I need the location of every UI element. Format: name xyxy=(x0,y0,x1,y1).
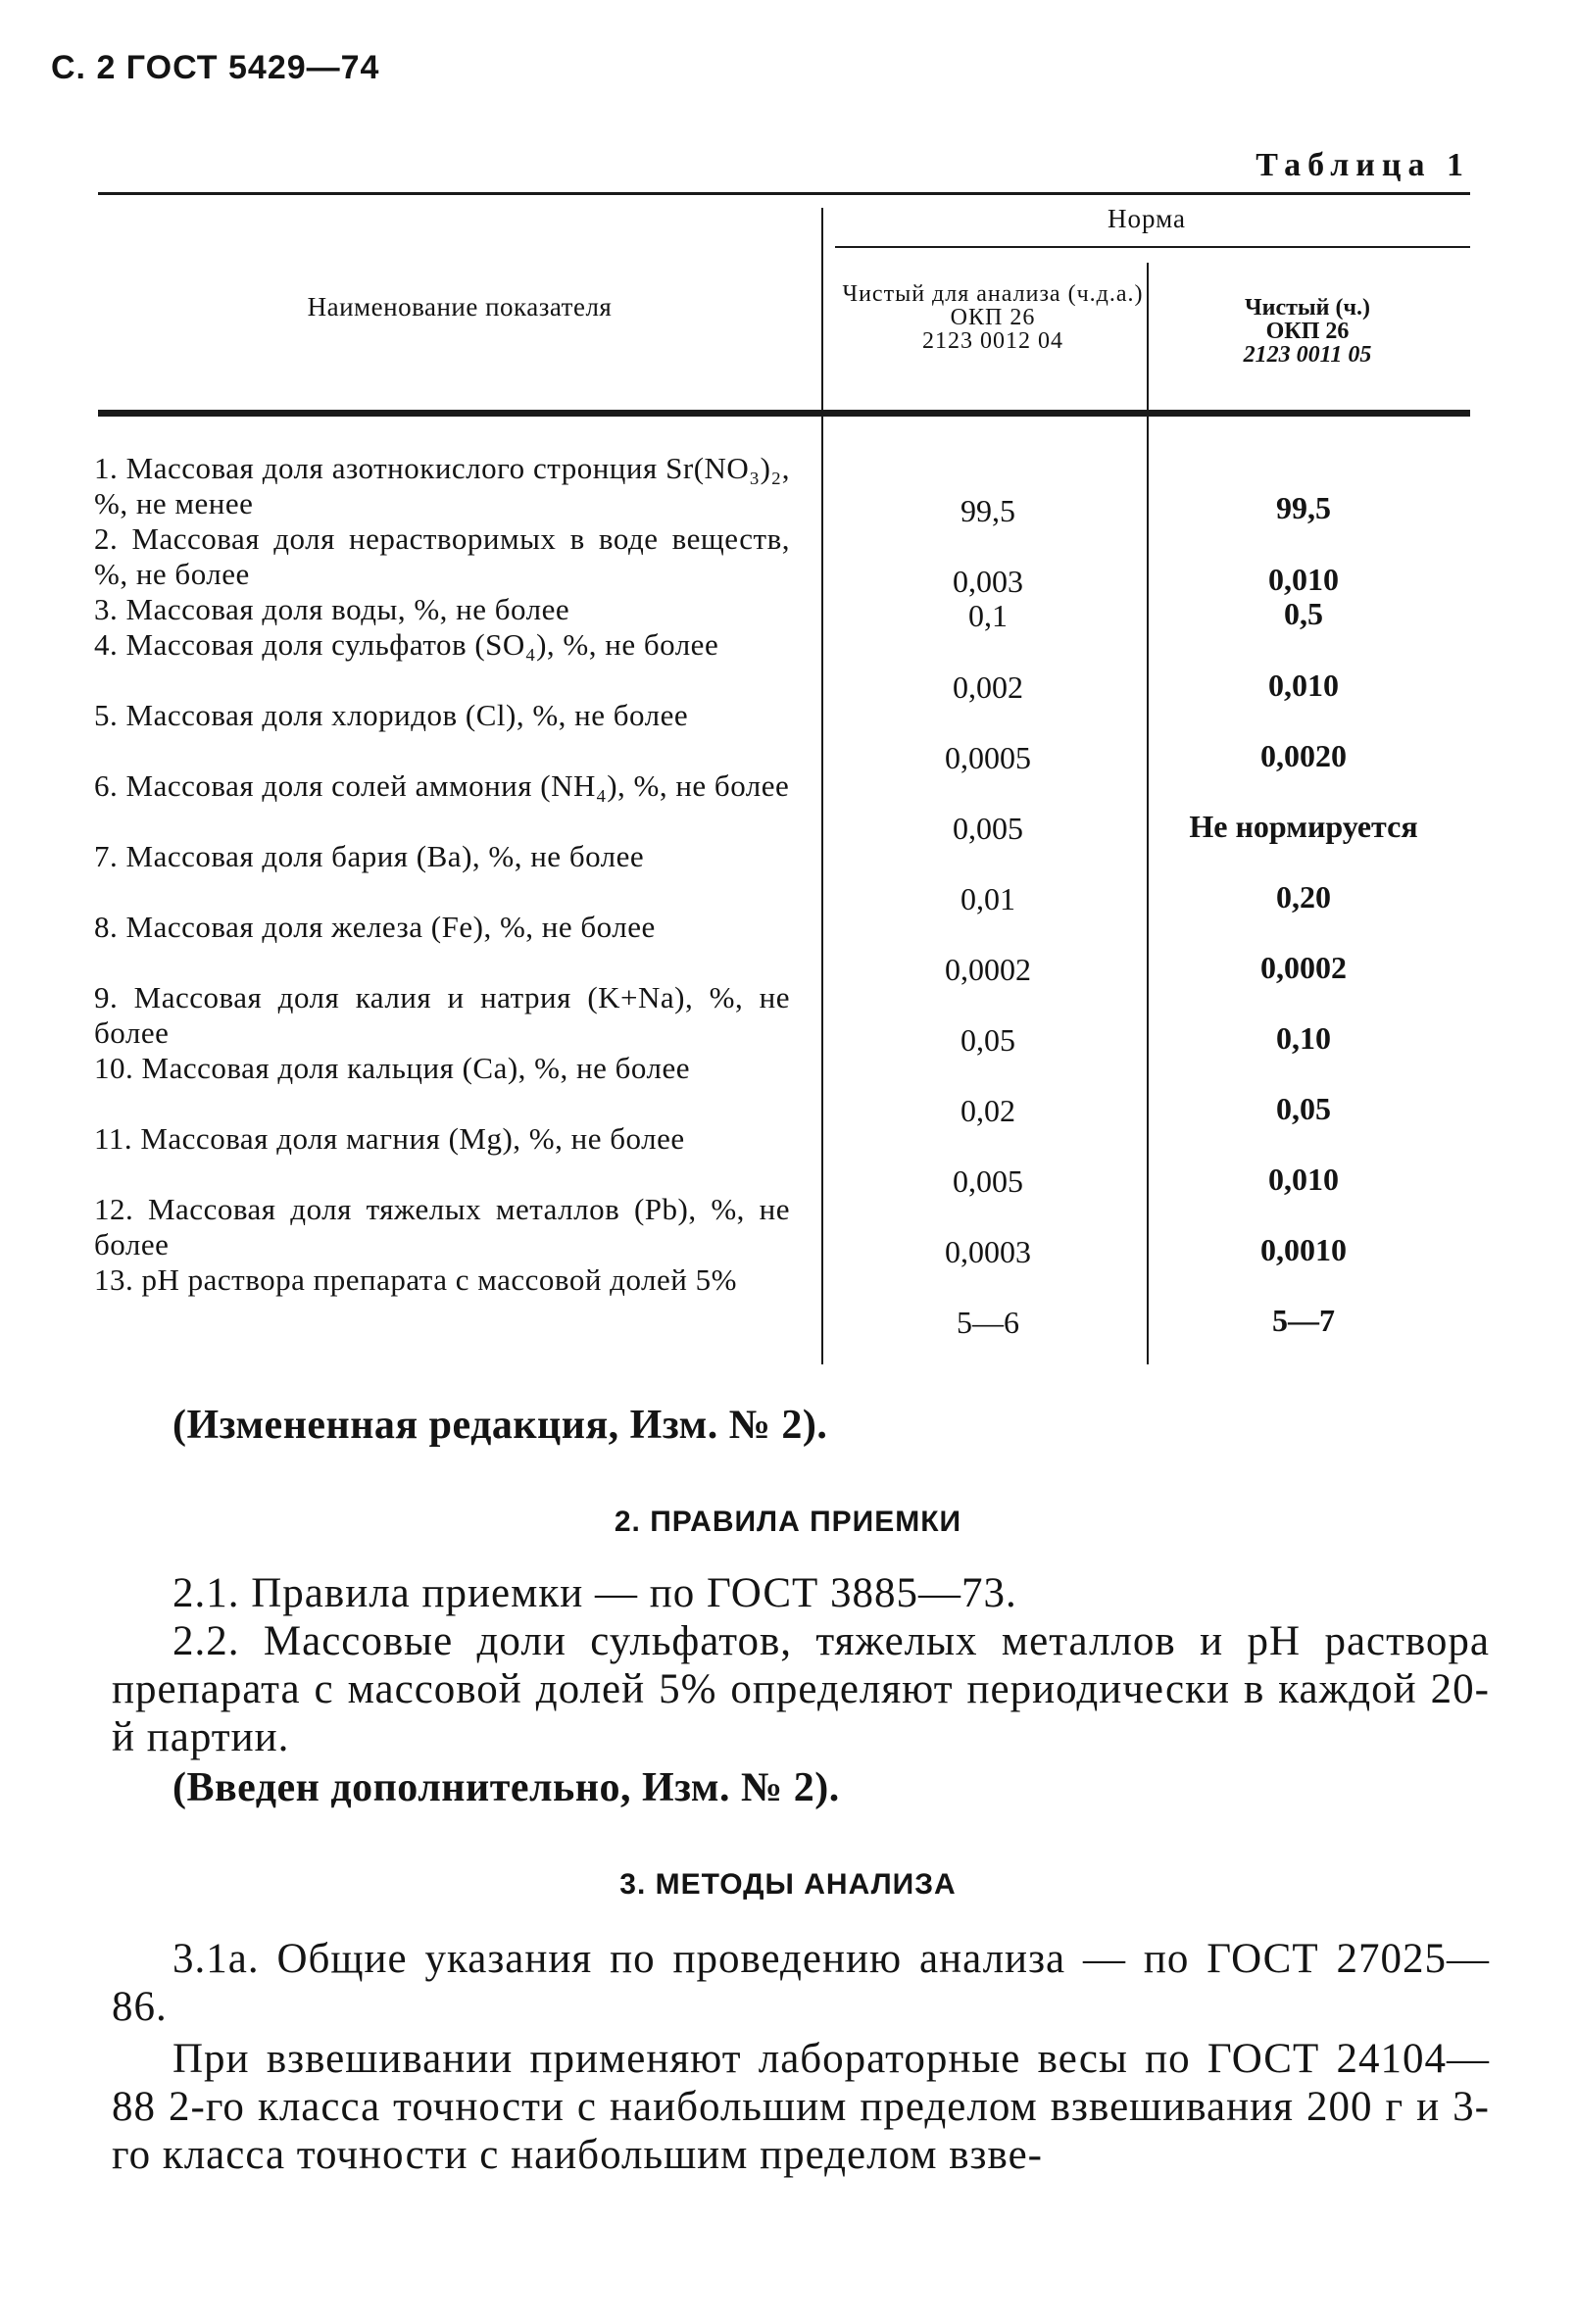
table-row-label: 11. Массовая доля магния (Mg), %, не более xyxy=(94,1121,685,1156)
paragraph: 2.2. Массовые доли сульфатов, тяжелых металлов и pH раствора препарата с массовой долей 5% определяют периодически в каждой 20-й партии. xyxy=(112,1618,1490,1760)
table-cell-grade-analysis: 0,05 xyxy=(960,1022,1015,1058)
amendment-note: (Измененная редакция, Изм. № 2). xyxy=(172,1403,828,1448)
table-cell-grade-analysis: 0,005 xyxy=(953,1163,1023,1199)
table-cell-grade-analysis: 0,0002 xyxy=(945,952,1031,987)
table-cell-grade-pure: 0,0010 xyxy=(1260,1232,1347,1267)
table-row-label: 1. Массовая доля азотнокислого стронция Sr(NO₃)₂, %, не менее xyxy=(94,451,790,520)
table-row-label: 10. Массовая доля кальция (Ca), %, не более xyxy=(94,1051,690,1085)
paragraph: При взвешивании применяют лабораторные весы по ГОСТ 24104—88 2-го класса точности с наибольшим пределом взвешивания 200 г и 3-го класса точности с наибольшим пределом взве- xyxy=(112,2036,1490,2178)
table-cell-grade-analysis: 0,1 xyxy=(968,598,1008,633)
table-cell-grade-analysis: 0,003 xyxy=(953,564,1023,599)
table-row-label: 2. Массовая доля нерастворимых в воде веществ, %, не более xyxy=(94,521,790,591)
table-row-label: 13. pH раствора препарата с массовой долей 5% xyxy=(94,1262,737,1297)
table-cell-grade-analysis: 99,5 xyxy=(960,493,1015,528)
table-cell-grade-analysis: 0,02 xyxy=(960,1093,1015,1128)
table-cell-grade-analysis: 0,0003 xyxy=(945,1234,1031,1269)
table-cell-grade-pure: 0,0002 xyxy=(1260,950,1347,985)
table-cell-grade-pure: 0,05 xyxy=(1276,1091,1331,1126)
table-cell-grade-pure: 0,010 xyxy=(1268,1162,1339,1197)
grade-pure-name: Чистый (ч.) xyxy=(1245,295,1370,321)
table-row-label: 4. Массовая доля сульфатов (SO₄), %, не более xyxy=(94,627,719,662)
page-header: С. 2 ГОСТ 5429—74 xyxy=(51,49,380,86)
table-cell-grade-pure: 0,20 xyxy=(1276,879,1331,915)
grade-pure-header xyxy=(1151,296,1464,367)
table-cell-grade-pure: 99,5 xyxy=(1276,490,1331,525)
table-cell-grade-pure: 5—7 xyxy=(1272,1303,1335,1338)
table-row-label: 6. Массовая доля солей аммония (NH₄), %, не более xyxy=(94,768,790,803)
paragraph: 2.1. Правила приемки — по ГОСТ 3885—73. xyxy=(172,1570,1017,1616)
paragraph: 3.1а. Общие указания по проведению анализа — по ГОСТ 27025—86. xyxy=(112,1936,1490,2030)
table-cell-grade-pure: Не нормируется xyxy=(1189,809,1418,844)
grade-analysis-header xyxy=(841,282,1145,353)
table-row-label: 7. Массовая доля бария (Ba), %, не более xyxy=(94,839,645,873)
grade-analysis-code: 2123 0012 04 xyxy=(922,328,1063,354)
section-title: 3. МЕТОДЫ АНАЛИЗА xyxy=(619,1868,957,1901)
table-row-label: 5. Массовая доля хлоридов (Cl), %, не более xyxy=(94,698,689,732)
grade-pure-okp: ОКП 26 xyxy=(1265,319,1350,344)
table-top-rule xyxy=(98,192,1470,195)
grade-analysis-okp: ОКП 26 xyxy=(950,305,1036,330)
table-cell-grade-pure: 0,010 xyxy=(1268,668,1339,703)
grade-pure-code: 2123 0011 05 xyxy=(1243,342,1372,368)
table-cell-grade-analysis: 0,005 xyxy=(953,811,1023,846)
table-cell-grade-analysis: 0,01 xyxy=(960,881,1015,916)
table-row-label: 9. Массовая доля калия и натрия (K+Na), %, не более xyxy=(94,980,790,1050)
introduced-note: (Введен дополнительно, Изм. № 2). xyxy=(172,1765,840,1810)
column-divider-1 xyxy=(821,208,823,1364)
table-cell-grade-analysis: 0,0005 xyxy=(945,740,1031,775)
table-cell-grade-analysis: 0,002 xyxy=(953,669,1023,705)
table-row-label: 12. Массовая доля тяжелых металлов (Pb), %, не более xyxy=(94,1192,790,1261)
table-row-label: 8. Массовая доля железа (Fe), %, не более xyxy=(94,910,656,944)
header-bottom-rule xyxy=(98,410,1470,417)
indicator-column-header: Наименование показателя xyxy=(307,292,613,321)
table-title: Таблица 1 xyxy=(1256,147,1470,183)
norm-column-header: Норма xyxy=(1108,204,1186,233)
table-row-label: 3. Массовая доля воды, %, не более xyxy=(94,592,570,626)
table-cell-grade-pure: 0,10 xyxy=(1276,1020,1331,1056)
table-cell-grade-pure: 0,010 xyxy=(1268,562,1339,597)
grade-analysis-name: Чистый для анализа (ч.д.а.) xyxy=(842,281,1144,307)
table-cell-grade-analysis: 5—6 xyxy=(957,1305,1019,1340)
table-cell-grade-pure: 0,0020 xyxy=(1260,738,1347,773)
table-cell-grade-pure: 0,5 xyxy=(1284,596,1323,631)
section-title: 2. ПРАВИЛА ПРИЕМКИ xyxy=(614,1506,962,1538)
norm-underline xyxy=(835,246,1470,248)
